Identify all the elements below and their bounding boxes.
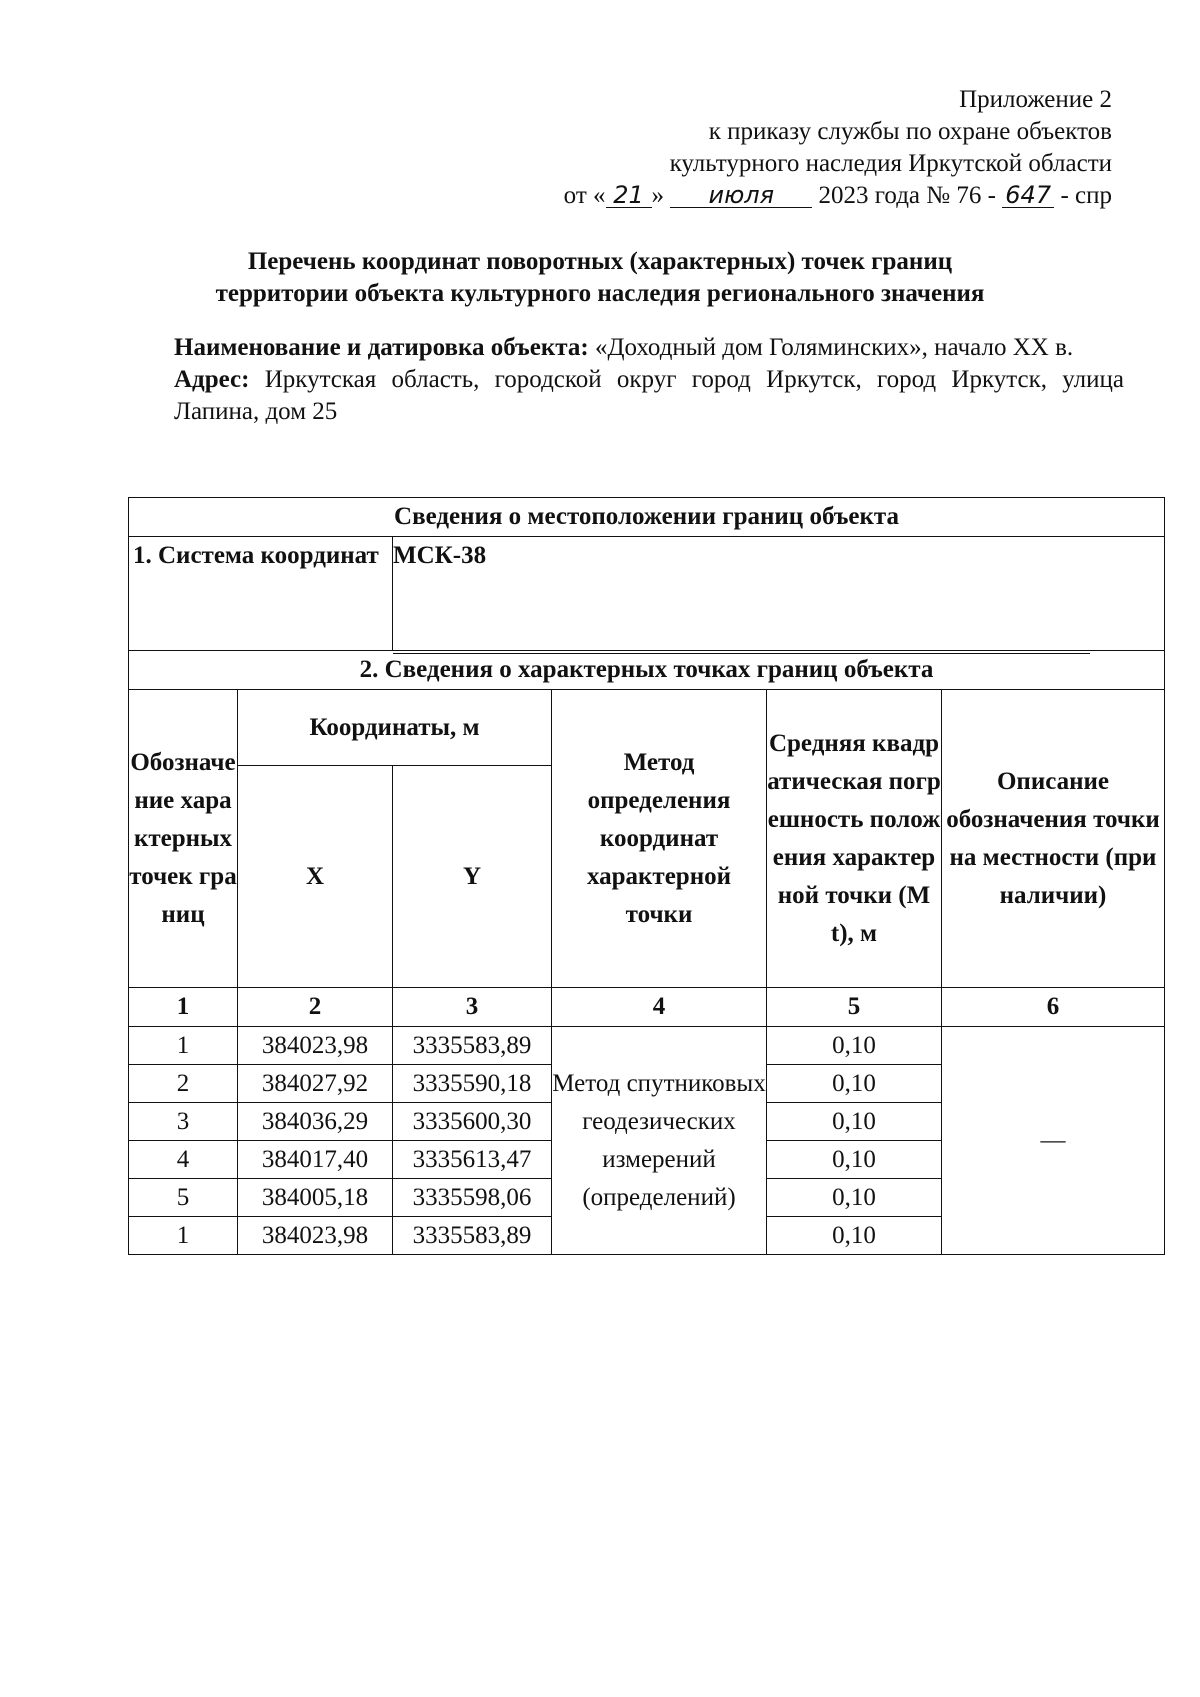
point-id: 1 bbox=[129, 1027, 238, 1065]
section-title: Сведения о местоположении границ объекта bbox=[129, 498, 1165, 537]
point-x: 384023,98 bbox=[238, 1027, 393, 1065]
point-id: 2 bbox=[129, 1065, 238, 1103]
title-line2: территории объекта культурного наследия регионального значения bbox=[215, 280, 985, 307]
appendix-line2: к приказу службы по охране объектов bbox=[708, 118, 1112, 145]
point-x: 384017,40 bbox=[238, 1141, 393, 1179]
date-prefix: от « bbox=[563, 182, 606, 209]
boundary-table bbox=[128, 497, 1165, 1255]
point-y: 3335583,89 bbox=[393, 1027, 552, 1065]
col-error-header: Средняя квадратическая погрешность положения характерной точки (Mt), м bbox=[767, 690, 942, 988]
point-mt: 0,10 bbox=[767, 1217, 942, 1255]
point-id: 3 bbox=[129, 1103, 238, 1141]
point-id: 1 bbox=[129, 1217, 238, 1255]
point-mt: 0,10 bbox=[767, 1179, 942, 1217]
col-method-header: Метод определения координат характерной точки bbox=[552, 690, 767, 988]
appendix-header bbox=[412, 84, 1112, 212]
document-title bbox=[100, 246, 1100, 310]
appendix-line3: культурного наследия Иркутской области bbox=[669, 150, 1112, 177]
point-x: 384023,98 bbox=[238, 1217, 393, 1255]
point-y: 3335613,47 bbox=[393, 1141, 552, 1179]
object-address-value: Иркутская область, городской округ город Иркутск, город Иркутск, улица Лапина, дом 25 bbox=[174, 366, 1125, 425]
order-date-line bbox=[412, 180, 1112, 212]
method-value: Метод спутниковых геодезических измерений (определений) bbox=[552, 1027, 767, 1255]
object-address bbox=[174, 364, 1124, 428]
col-number-5: 5 bbox=[767, 988, 942, 1027]
col-number-1: 1 bbox=[129, 988, 238, 1027]
table-row bbox=[129, 1027, 1165, 1065]
object-name-value: «Доходный дом Голяминских», начало XX в. bbox=[594, 334, 1074, 361]
point-mt: 0,10 bbox=[767, 1103, 942, 1141]
point-x: 384005,18 bbox=[238, 1179, 393, 1217]
appendix-line1: Приложение 2 bbox=[959, 86, 1112, 113]
coordinate-system-value: МСК-38 bbox=[393, 542, 487, 569]
object-name-label: Наименование и датировка объекта: bbox=[174, 334, 589, 361]
coordinate-system-underline bbox=[393, 653, 1090, 654]
point-y: 3335598,06 bbox=[393, 1179, 552, 1217]
point-x: 384036,29 bbox=[238, 1103, 393, 1141]
coordinate-system-cell bbox=[393, 537, 1165, 651]
point-y: 3335590,18 bbox=[393, 1065, 552, 1103]
point-id: 5 bbox=[129, 1179, 238, 1217]
points-section-title: 2. Сведения о характерных точках границ объекта bbox=[129, 651, 1165, 690]
description-value: — bbox=[942, 1027, 1165, 1255]
title-line1: Перечень координат поворотных (характерных) точек границ bbox=[247, 248, 953, 275]
handwritten-order-number: 647 bbox=[1002, 183, 1054, 208]
object-info bbox=[174, 332, 1124, 428]
col-designation-header: Обозначение характерных точек границ bbox=[129, 690, 238, 988]
handwritten-day: 21 bbox=[606, 183, 652, 208]
object-name bbox=[174, 332, 1124, 364]
point-y: 3335600,30 bbox=[393, 1103, 552, 1141]
handwritten-month: июля bbox=[670, 183, 812, 208]
col-x-header: X bbox=[238, 766, 393, 988]
order-year: 2023 года № 76 - bbox=[818, 182, 996, 209]
point-mt: 0,10 bbox=[767, 1027, 942, 1065]
col-coords-header: Координаты, м bbox=[238, 690, 552, 766]
col-description-header: Описание обозначения точки на местности (при наличии) bbox=[942, 690, 1165, 988]
col-y-header: Y bbox=[393, 766, 552, 988]
order-suffix: - спр bbox=[1060, 182, 1112, 209]
point-mt: 0,10 bbox=[767, 1141, 942, 1179]
object-address-label: Адрес: bbox=[174, 366, 250, 393]
point-id: 4 bbox=[129, 1141, 238, 1179]
col-number-3: 3 bbox=[393, 988, 552, 1027]
col-number-4: 4 bbox=[552, 988, 767, 1027]
col-number-6: 6 bbox=[942, 988, 1165, 1027]
date-quote-close: » bbox=[651, 182, 665, 209]
point-mt: 0,10 bbox=[767, 1065, 942, 1103]
coordinate-system-label: 1. Система координат bbox=[129, 537, 393, 651]
point-y: 3335583,89 bbox=[393, 1217, 552, 1255]
col-number-2: 2 bbox=[238, 988, 393, 1027]
point-x: 384027,92 bbox=[238, 1065, 393, 1103]
